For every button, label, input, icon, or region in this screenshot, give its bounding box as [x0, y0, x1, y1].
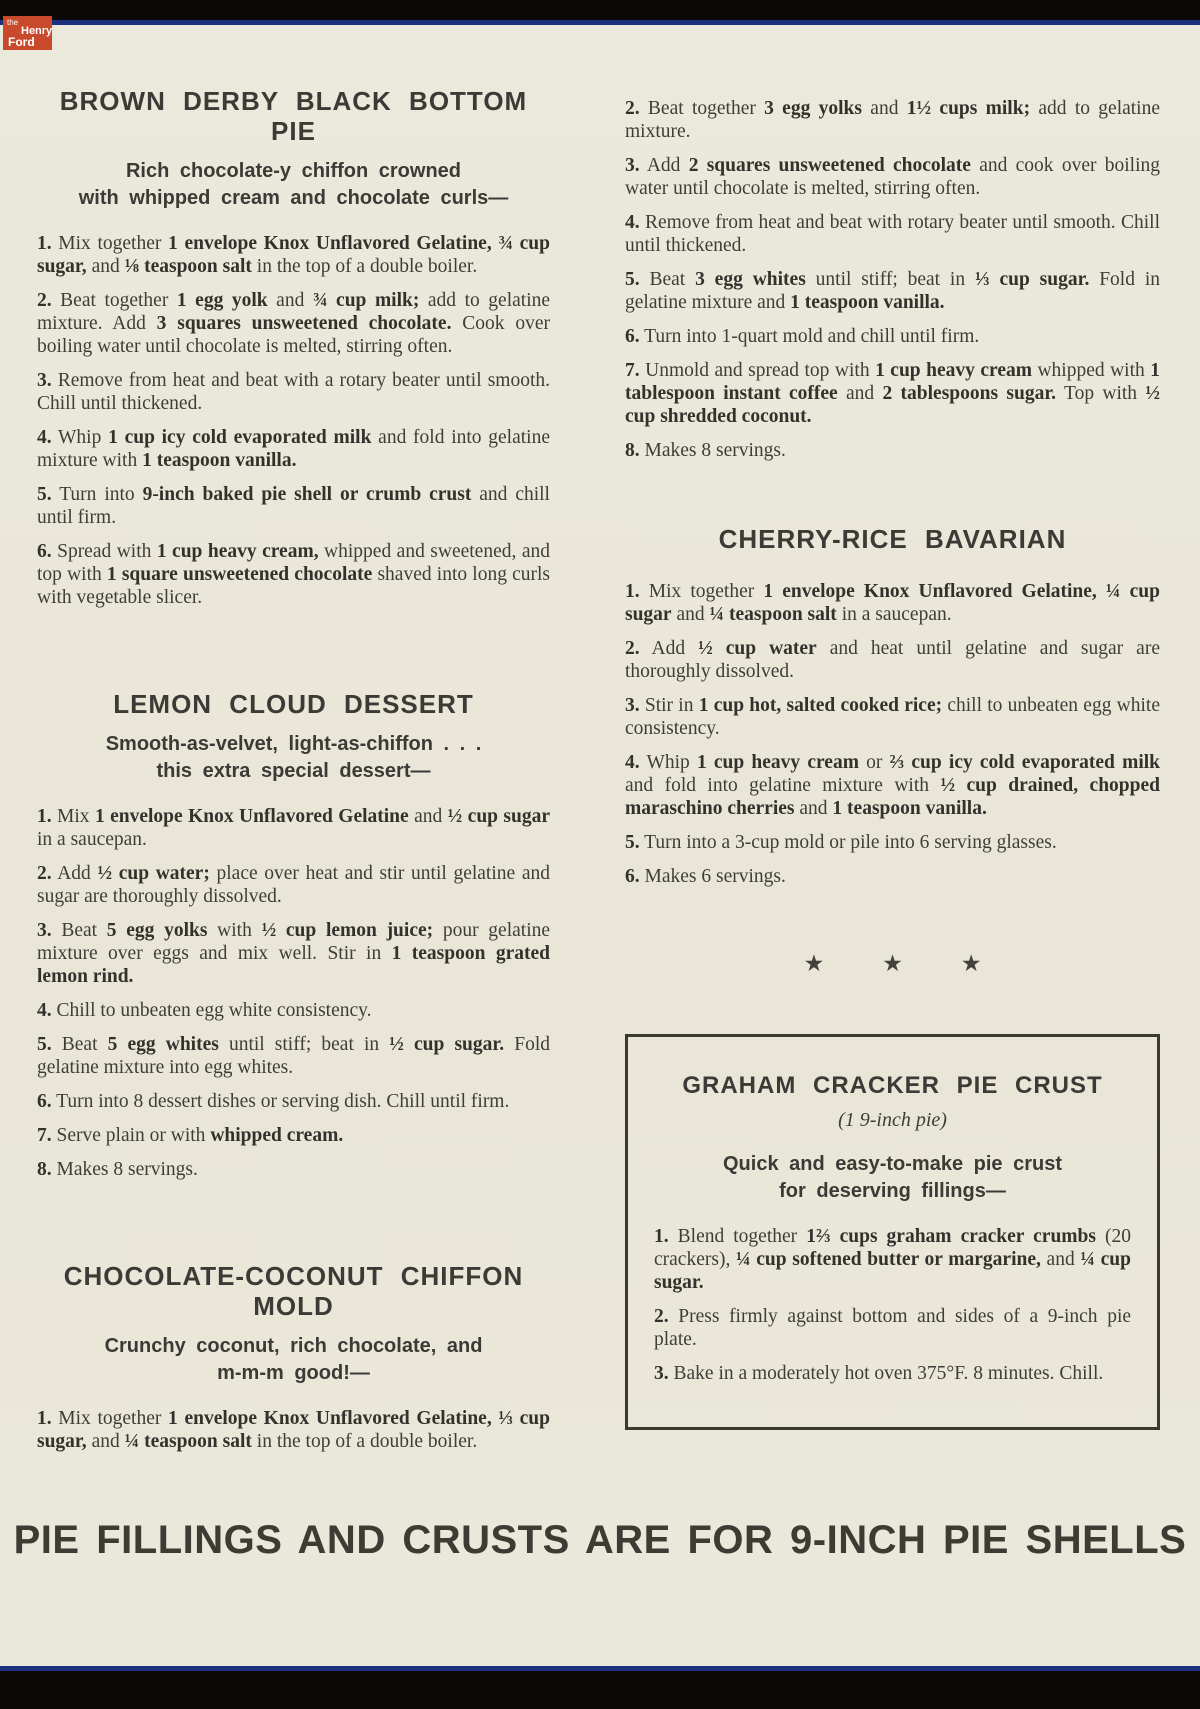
step-text: Mix together — [648, 581, 764, 602]
ingredient-bold: 1 envelope Knox Unflavored Gelatine, ¾ cup sugar, — [37, 233, 550, 277]
recipe-tagline: Quick and easy-to-make pie crust — [722, 1153, 1062, 1175]
ingredient-bold: 1 cup icy cold evaporated milk — [108, 427, 372, 448]
recipe-brown-derby-black-bottom-pie — [37, 86, 550, 609]
ingredient-bold: ⅔ cup icy cold evaporated milk — [889, 752, 1161, 773]
step-text: and — [837, 383, 883, 404]
step-text: and chill until firm. — [37, 484, 550, 528]
step-number: 2. — [625, 638, 640, 659]
ingredient-bold: ½ cup water — [698, 638, 817, 659]
step-number: 5. — [37, 1034, 52, 1055]
step-text: until stiff; beat in — [218, 1034, 390, 1055]
ingredient-bold: 1 teaspoon grated lemon rind. — [37, 943, 551, 987]
step-text: (20 crackers), — [654, 1226, 1131, 1270]
ingredient-bold: ⅓ cup sugar. — [974, 269, 1090, 290]
step-text: Beat — [61, 920, 107, 941]
ingredient-bold: 2 squares unsweetened chocolate — [688, 155, 971, 176]
step-number: 3. — [37, 920, 52, 941]
recipe-step — [37, 862, 550, 908]
step-number: 6. — [37, 541, 52, 562]
ingredient-bold: 1 tablespoon instant coffee — [625, 360, 1161, 404]
recipe-step — [37, 1407, 550, 1453]
step-number: 4. — [37, 427, 52, 448]
ingredient-bold: 3 squares unsweetened chocolate. — [156, 313, 452, 334]
step-text: Add — [57, 863, 98, 884]
step-text: Remove from heat and beat with a rotary beater until smooth. Chill until thickened. — [37, 370, 551, 414]
recipe-title: BROWN DERBY BLACK BOTTOM PIE — [59, 86, 528, 146]
step-text: shaved into long curls with vegetable slicer. — [37, 564, 551, 608]
star-icon: ★ — [803, 951, 825, 976]
recipe-chocolate-coconut-chiffon-mold — [37, 1261, 550, 1453]
step-text: Beat together — [647, 98, 765, 119]
step-number: 1. — [37, 806, 52, 827]
recipe-step — [37, 1124, 550, 1147]
recipe-chocolate-coconut-chiffon-mold-continued — [625, 97, 1160, 462]
step-number: 3. — [625, 155, 640, 176]
star-icon: ★ — [960, 951, 982, 976]
step-text: and — [267, 290, 313, 311]
step-text: Top with — [1056, 383, 1146, 404]
step-text: and — [794, 798, 833, 819]
step-text: Add — [651, 638, 699, 659]
step-text: Makes 8 servings. — [644, 440, 786, 461]
bottom-black-bar — [0, 1671, 1200, 1709]
recipe-step — [37, 999, 550, 1022]
ingredient-bold: 1 teaspoon vanilla. — [832, 798, 987, 819]
step-number: 5. — [625, 269, 640, 290]
star-divider — [625, 952, 1160, 976]
step-text: and — [86, 256, 125, 277]
logo-word-the: the — [7, 18, 19, 27]
recipe-tagline: Crunchy coconut, rich chocolate, and — [104, 1335, 483, 1357]
recipe-cherry-rice-bavarian — [625, 524, 1160, 888]
recipe-tagline: with whipped cream and chocolate curls— — [78, 187, 509, 209]
ingredient-bold: ½ cup sugar — [447, 806, 551, 827]
step-text: Chill to unbeaten egg white consistency. — [56, 1000, 372, 1021]
step-text: and — [1040, 1249, 1081, 1270]
recipe-step — [37, 540, 550, 609]
recipe-step — [625, 154, 1160, 200]
ingredient-bold: whipped cream. — [210, 1125, 344, 1146]
ingredient-bold: ½ cup water; — [97, 863, 210, 884]
ingredient-bold: 3 egg whites — [695, 269, 806, 290]
ingredient-bold: 1 teaspoon vanilla. — [142, 450, 297, 471]
step-number: 6. — [37, 1091, 52, 1112]
recipe-step — [37, 426, 550, 472]
step-number: 8. — [37, 1159, 52, 1180]
recipe-tagline: m-m-m good!— — [217, 1362, 370, 1384]
step-text: Fold in gelatine mixture and — [625, 269, 1160, 313]
recipe-title: CHERRY-RICE BAVARIAN — [718, 524, 1067, 554]
step-text: Turn into — [59, 484, 143, 505]
recipe-step — [625, 268, 1160, 314]
step-text: and fold into gelatine mixture with — [37, 427, 550, 471]
step-text: Mix together — [58, 233, 169, 254]
ingredient-bold: 1½ cups milk; — [906, 98, 1031, 119]
step-text: or — [858, 752, 890, 773]
recipe-step — [654, 1305, 1131, 1351]
ingredient-bold: ⅛ teaspoon salt — [124, 256, 252, 277]
step-text: and cook over boiling water until chocolate is melted, stirring often. — [625, 155, 1160, 199]
ingredient-bold: ¼ teaspoon salt — [124, 1431, 252, 1452]
ingredient-bold: 1 teaspoon vanilla. — [790, 292, 945, 313]
recipe-step — [37, 232, 550, 278]
step-text: Turn into 8 dessert dishes or serving dish. Chill until firm. — [56, 1091, 510, 1112]
ingredient-bold: 3 egg yolks — [764, 98, 862, 119]
step-number: 3. — [37, 370, 52, 391]
step-number: 3. — [625, 695, 640, 716]
step-text: Stir in — [644, 695, 699, 716]
step-number: 2. — [37, 290, 52, 311]
recipe-step — [37, 483, 550, 529]
step-number: 1. — [37, 233, 52, 254]
ingredient-bold: 5 egg whites — [107, 1034, 219, 1055]
step-text: Serve plain or with — [56, 1125, 211, 1146]
recipe-step — [625, 865, 1160, 888]
step-text: Makes 8 servings. — [56, 1159, 198, 1180]
step-text: Beat — [61, 1034, 108, 1055]
ingredient-bold: ½ cup drained, chopped maraschino cherries — [625, 775, 1160, 819]
step-number: 4. — [37, 1000, 52, 1021]
recipe-step — [37, 1033, 550, 1079]
step-text: Spread with — [57, 541, 157, 562]
step-text: Remove from heat and beat with rotary beater until smooth. Chill until thickened. — [625, 212, 1161, 256]
step-number: 7. — [625, 360, 640, 381]
recipe-step — [625, 359, 1160, 428]
step-text: add to gelatine mixture. — [625, 98, 1161, 142]
top-black-bar — [0, 0, 1200, 20]
step-text: and — [671, 604, 710, 625]
step-number: 3. — [654, 1363, 669, 1384]
step-text: and fold into gelatine mixture with — [625, 775, 941, 796]
recipe-lemon-cloud-dessert — [37, 689, 550, 1181]
star-icon: ★ — [882, 951, 903, 976]
ingredient-bold: 9-inch baked pie shell or crumb crust — [142, 484, 472, 505]
ingredient-bold: 1⅔ cups graham cracker crumbs — [806, 1226, 1096, 1247]
step-number: 7. — [37, 1125, 52, 1146]
step-number: 1. — [654, 1226, 669, 1247]
step-text: Mix — [57, 806, 95, 827]
recipe-title: GRAHAM CRACKER PIE CRUST — [682, 1072, 1103, 1099]
step-text: Fold gelatine mixture into egg whites. — [37, 1034, 551, 1078]
ingredient-bold: 1 envelope Knox Unflavored Gelatine, ¼ cup sugar — [625, 581, 1160, 625]
ingredient-bold: ½ cup shredded coconut. — [625, 383, 1160, 427]
step-text: in the top of a double boiler. — [251, 256, 478, 277]
recipe-step — [37, 1090, 550, 1113]
ingredient-bold: 1 egg yolk — [176, 290, 268, 311]
step-number: 1. — [625, 581, 640, 602]
ingredient-bold: ½ cup sugar. — [389, 1034, 505, 1055]
step-number: 2. — [654, 1306, 669, 1327]
recipe-step — [625, 211, 1160, 257]
step-text: and — [862, 98, 907, 119]
step-text: in a saucepan. — [836, 604, 952, 625]
ingredient-bold: ¼ teaspoon salt — [709, 604, 837, 625]
step-text: whipped with — [1031, 360, 1151, 381]
recipe-step — [625, 439, 1160, 462]
ingredient-bold: 1 envelope Knox Unflavored Gelatine — [94, 806, 409, 827]
step-number: 6. — [625, 326, 640, 347]
ingredient-bold: ¾ cup milk; — [312, 290, 420, 311]
step-text: Whip — [646, 752, 697, 773]
recipe-tagline: for deserving fillings— — [779, 1180, 1006, 1202]
ingredient-bold: 1 envelope Knox Unflavored Gelatine, ⅓ cup sugar, — [37, 1408, 550, 1452]
step-text: Cook over boiling water until chocolate is melted, stirring often. — [37, 313, 550, 357]
ingredient-bold: 1 cup heavy cream — [696, 752, 859, 773]
recipe-step — [625, 694, 1160, 740]
step-text: Unmold and spread top with — [645, 360, 876, 381]
recipe-step — [625, 325, 1160, 348]
step-text: Blend together — [677, 1226, 807, 1247]
step-number: 5. — [37, 484, 52, 505]
recipe-step — [625, 97, 1160, 143]
step-number: 2. — [37, 863, 52, 884]
recipe-tagline: Smooth-as-velvet, light-as-chiffon . . . — [105, 733, 482, 755]
step-text: and heat until gelatine and sugar are thoroughly dissolved. — [625, 638, 1160, 682]
logo-word-ford: Ford — [8, 35, 35, 49]
step-text: Bake in a moderately hot oven 375°F. 8 minutes. Chill. — [673, 1363, 1104, 1384]
ingredient-bold: ½ cup lemon juice; — [261, 920, 434, 941]
step-text: place over heat and stir until gelatine and sugar are thoroughly dissolved. — [37, 863, 550, 907]
step-text: Beat together — [60, 290, 177, 311]
ingredient-bold: ¼ cup sugar. — [654, 1249, 1131, 1293]
step-number: 1. — [37, 1408, 52, 1429]
step-text: Add — [646, 155, 689, 176]
step-number: 5. — [625, 832, 640, 853]
step-text: in a saucepan. — [37, 829, 147, 850]
recipe-yield: (1 9-inch pie) — [838, 1109, 947, 1131]
recipe-step — [37, 369, 550, 415]
step-text: until stiff; beat in — [805, 269, 975, 290]
step-text: with — [207, 920, 262, 941]
recipe-tagline: Rich chocolate-y chiffon crowned — [125, 160, 462, 182]
footer-banner: PIE FILLINGS AND CRUSTS ARE FOR 9-INCH PIE SHELLS — [13, 1518, 1187, 1562]
step-text: and — [86, 1431, 125, 1452]
left-column — [37, 86, 550, 1453]
recipe-step — [625, 831, 1160, 854]
step-text: Turn into 1-quart mold and chill until firm. — [644, 326, 980, 347]
step-text: Makes 6 servings. — [644, 866, 786, 887]
recipe-step — [37, 289, 550, 358]
step-text: in the top of a double boiler. — [251, 1431, 478, 1452]
step-text: Turn into a 3-cup mold or pile into 6 serving glasses. — [644, 832, 1057, 853]
step-text: Press firmly against bottom and sides of a 9-inch pie plate. — [654, 1306, 1132, 1350]
logo-word-henry: Henry — [21, 25, 53, 37]
step-number: 4. — [625, 212, 640, 233]
recipe-step — [37, 805, 550, 851]
recipe-title: LEMON CLOUD DESSERT — [113, 689, 474, 719]
step-text: chill to unbeaten egg white consistency. — [625, 695, 1161, 739]
step-number: 2. — [625, 98, 640, 119]
recipe-step — [625, 751, 1160, 820]
ingredient-bold: 1 square unsweetened chocolate — [106, 564, 373, 585]
step-text: Beat — [649, 269, 696, 290]
step-number: 4. — [625, 752, 640, 773]
step-number: 6. — [625, 866, 640, 887]
step-text: and — [408, 806, 448, 827]
ingredient-bold: 1 cup hot, salted cooked rice; — [698, 695, 943, 716]
ingredient-bold: 2 tablespoons sugar. — [882, 383, 1057, 404]
recipe-title: CHOCOLATE-COCONUT CHIFFON MOLD — [63, 1261, 524, 1321]
recipe-step — [625, 637, 1160, 683]
step-text: add to gelatine mixture. Add — [37, 290, 551, 334]
step-number: 8. — [625, 440, 640, 461]
step-text: whipped and sweetened, and top with — [37, 541, 550, 585]
recipe-step — [37, 919, 550, 988]
recipe-graham-cracker-pie-crust — [625, 1034, 1160, 1430]
recipe-step — [654, 1225, 1131, 1294]
ingredient-bold: ¼ cup softened butter or margarine, — [735, 1249, 1041, 1270]
ingredient-bold: 5 egg yolks — [106, 920, 208, 941]
ingredient-bold: 1 cup heavy cream — [875, 360, 1032, 381]
right-column — [625, 86, 1160, 1430]
step-text: Whip — [58, 427, 109, 448]
henry-ford-logo — [3, 16, 52, 50]
ingredient-bold: 1 cup heavy cream, — [156, 541, 319, 562]
recipe-step — [37, 1158, 550, 1181]
recipe-tagline: this extra special dessert— — [156, 760, 431, 782]
recipe-step — [625, 580, 1160, 626]
step-text: pour gelatine mixture over eggs and mix well. Stir in — [37, 920, 551, 964]
step-text: Mix together — [58, 1408, 169, 1429]
recipe-step — [654, 1362, 1131, 1385]
